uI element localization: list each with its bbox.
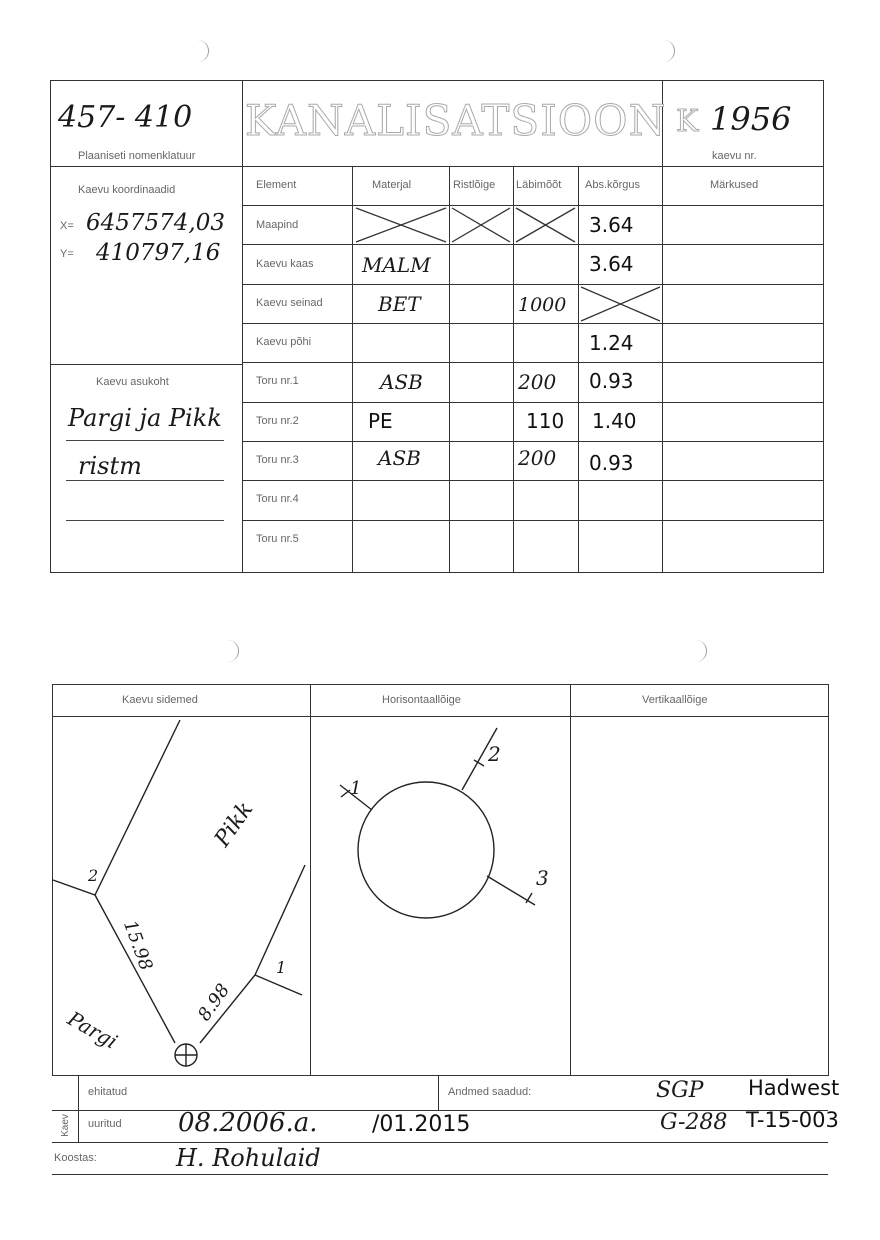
- row-abs-height: 1.24: [589, 331, 634, 355]
- job-code: T-15-003: [746, 1108, 839, 1132]
- row-diameter: 200: [518, 370, 557, 394]
- compiler-name: H. Rohulaid: [176, 1144, 321, 1172]
- row-abs-height: 1.40: [592, 409, 637, 433]
- header-element: Element: [256, 179, 297, 191]
- connections-label: Kaevu sidemed: [122, 694, 198, 706]
- x-coordinate: 6457574,03: [86, 210, 226, 236]
- sketch-distance-1: 15.98: [119, 917, 157, 974]
- plan-number-label: Plaaniseti nomenklatuur: [78, 150, 196, 162]
- row-element: Toru nr.3: [256, 454, 299, 466]
- header-notes: Märkused: [710, 179, 759, 191]
- x-label: X=: [60, 220, 74, 232]
- row-diameter: 200: [518, 446, 557, 470]
- sketch-pipe-2: 2: [88, 866, 99, 885]
- header-abs-height: Abs.kõrgus: [585, 179, 641, 191]
- pipe-3-label: 3: [536, 866, 549, 890]
- vertical-section-label: Vertikaallõige: [642, 694, 708, 706]
- header-material: Materjal: [372, 179, 412, 191]
- row-element: Toru nr.5: [256, 533, 299, 545]
- surveyed-date-extra: /01.2015: [372, 1112, 471, 1137]
- kaev-label: Kaev: [59, 1114, 71, 1137]
- row-abs-height: 0.93: [589, 369, 634, 393]
- surveyed-label: uuritud: [88, 1118, 122, 1130]
- row-material: PE: [368, 409, 393, 433]
- horizontal-section-label: Horisontaallõige: [382, 694, 461, 706]
- pipe-2-label: 2: [488, 742, 501, 766]
- row-element: Kaevu seinad: [256, 297, 323, 309]
- location-line-2: ristm: [78, 452, 142, 480]
- row-element: Toru nr.4: [256, 493, 299, 505]
- well-number: 1956: [710, 100, 792, 138]
- compiler-label: Koostas:: [54, 1152, 97, 1164]
- sketch-pipe-1: 1: [276, 958, 287, 977]
- header-cross-section: Ristlõige: [453, 179, 496, 191]
- data-source-1: SGP: [656, 1078, 704, 1103]
- row-material: MALM: [362, 253, 431, 277]
- row-material: ASB: [380, 370, 423, 394]
- row-element: Toru nr.1: [256, 375, 299, 387]
- company-name: Hadwest: [748, 1076, 840, 1100]
- row-diameter: 110: [526, 409, 565, 433]
- pipe-1-label: 1: [350, 778, 362, 799]
- data-source-label: Andmed saadud:: [448, 1086, 532, 1098]
- row-diameter: 1000: [518, 294, 567, 316]
- sketch-street-name-2: Pargi: [63, 1006, 122, 1054]
- row-material: ASB: [378, 446, 421, 470]
- row-element: Maapind: [256, 219, 299, 231]
- form-title: KANALISATSIOON: [245, 96, 667, 145]
- y-label: Y=: [60, 248, 74, 260]
- data-source-2: G-288: [660, 1110, 728, 1135]
- location-line-1: Pargi ja Pikk: [68, 404, 222, 432]
- plan-number: 457- 410: [58, 100, 193, 135]
- location-label: Kaevu asukoht: [96, 376, 169, 388]
- y-coordinate: 410797,16: [96, 240, 221, 266]
- sketch-street-name: Pikk: [210, 797, 259, 852]
- row-element: Toru nr.2: [256, 415, 299, 427]
- built-label: ehitatud: [88, 1086, 128, 1098]
- row-element: Kaevu kaas: [256, 258, 314, 270]
- row-abs-height: 3.64: [589, 213, 634, 237]
- row-element: Kaevu põhi: [256, 336, 312, 348]
- surveyed-date: 08.2006.a.: [178, 1108, 318, 1138]
- row-material: BET: [378, 292, 421, 316]
- well-number-label: kaevu nr.: [712, 150, 757, 162]
- sketch-distance-2: 8.98: [193, 980, 235, 1025]
- well-prefix: K: [676, 104, 699, 139]
- row-abs-height: 3.64: [589, 252, 634, 276]
- row-abs-height: 0.93: [589, 451, 634, 475]
- coords-label: Kaevu koordinaadid: [78, 184, 176, 196]
- header-diameter: Läbimõõt: [516, 179, 562, 191]
